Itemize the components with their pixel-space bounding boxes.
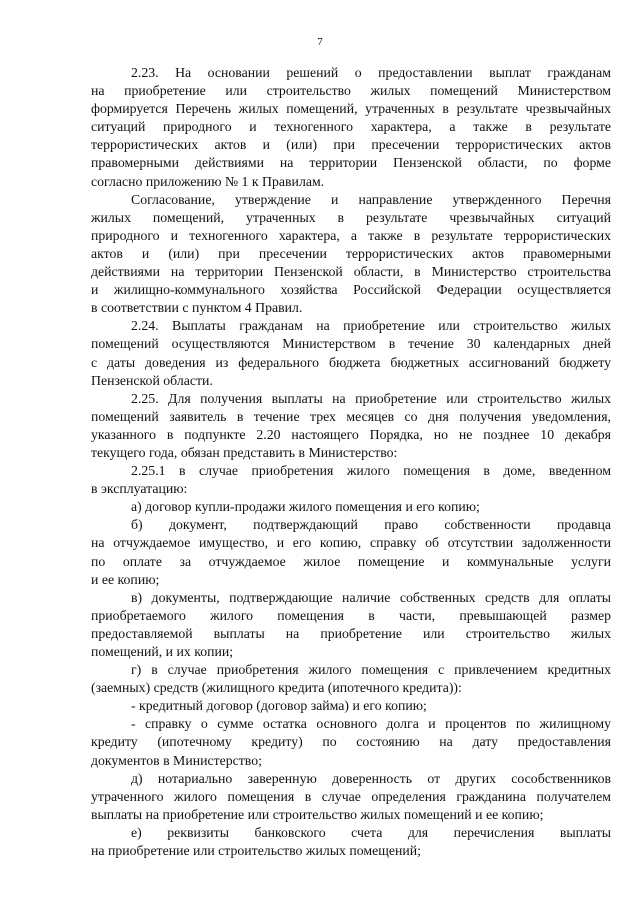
text-line: жилых помещений, утраченных в результате чрезвычайных ситуаций: [91, 209, 611, 225]
text-line: по оплате за отчуждаемое жилое помещение и коммунальные услуги: [91, 553, 611, 569]
page-number: 7: [317, 36, 323, 48]
paragraph-p-2-25: [91, 390, 611, 462]
text-line: 2.24. Выплаты гражданам на приобретение или строительство жилых: [131, 318, 611, 334]
text-line: актов и (или) при пресечении террористических актов правомерными: [91, 245, 611, 261]
paragraph-p-2-23: [91, 64, 611, 191]
text-line: с даты доведения из федерального бюджета бюджетных ассигнований бюджету: [91, 354, 611, 370]
paragraph-p-a: [91, 498, 611, 516]
text-line: е) реквизиты банковского счета для перечисления выплаты: [131, 824, 611, 840]
text-line: помещений осуществляются Министерством в течение 30 календарных дней: [91, 336, 611, 352]
text-line: в) документы, подтверждающие наличие собственных средств для оплаты: [131, 589, 611, 605]
text-line: кредиту (ипотечному кредиту) по состоянию на дату предоставления: [91, 734, 611, 750]
text-line: текущего года, обязан представить в Министерство:: [91, 444, 398, 460]
paragraph-p-v: [91, 589, 611, 661]
text-line: природного и техногенного характера, а также в результате террористических: [91, 227, 611, 243]
text-line: - кредитный договор (договор займа) и его копию;: [131, 698, 427, 714]
text-line: г) в случае приобретения жилого помещения с привлечением кредитных: [131, 662, 611, 678]
text-line: (заемных) средств (жилищного кредита (ипотечного кредита)):: [91, 680, 462, 696]
text-line: и ее копию;: [91, 571, 160, 587]
text-line: б) документ, подтверждающий право собственности продавца: [131, 517, 611, 533]
text-line: 2.25. Для получения выплаты на приобретение или строительство жилых: [131, 390, 611, 406]
text-line: Согласование, утверждение и направление утвержденного Перечня: [131, 191, 611, 207]
text-line: действиями на территории Пензенской области, в Министерство строительства: [91, 264, 611, 280]
text-line: Пензенской области.: [91, 372, 213, 388]
paragraph-p-2-25-1: [91, 462, 611, 498]
text-line: помещений, и их копии;: [91, 644, 234, 659]
text-line: а) договор купли-продажи жилого помещения и его копию;: [131, 499, 480, 515]
text-line: в соответствии с пунктом 4 Правил.: [91, 300, 303, 316]
text-line: и жилищно-коммунального хозяйства Российской Федерации осуществляется: [91, 282, 611, 298]
text-line: согласно приложению № 1 к Правилам.: [91, 173, 325, 189]
text-line: ситуаций природного и техногенного характера, а также в результате: [91, 119, 611, 135]
text-line: д) нотариально заверенную доверенность от других сособственников: [131, 770, 611, 786]
text-line: на приобретение или строительство жилых помещений;: [91, 843, 421, 859]
text-line: на отчуждаемое имущество, и его копию, справку об отсутствии задолженности: [91, 535, 611, 551]
text-line: правомерными действиями на территории Пензенской области, по форме: [91, 155, 611, 171]
paragraph-p-soglasovanie: [91, 191, 611, 318]
paragraph-p-d: [91, 770, 611, 824]
text-line: 2.23. На основании решений о предоставлении выплат гражданам: [131, 65, 611, 80]
text-line: террористических актов и (или) при пресечении террористических актов: [91, 137, 611, 153]
text-line: документов в Министерство;: [91, 752, 262, 768]
paragraph-p-g-2: [91, 715, 611, 769]
text-line: формируется Перечень жилых помещений, утраченных в результате чрезвычайных: [91, 101, 611, 117]
paragraph-p-g-1: [91, 697, 611, 715]
paragraph-p-e: [91, 824, 611, 860]
text-line: в эксплуатацию:: [91, 481, 188, 497]
text-line: утраченного жилого помещения в случае определения гражданина получателем: [91, 788, 611, 804]
text-line: указанного в подпункте 2.20 настоящего Порядка, но не позднее 10 декабря: [91, 426, 611, 442]
text-line: 2.25.1 в случае приобретения жилого помещения в доме, введенном: [131, 463, 611, 479]
text-line: предоставляемой выплаты на приобретение или строительство жилых: [91, 625, 611, 641]
document-body: [91, 64, 611, 860]
paragraph-p-2-24: [91, 317, 611, 389]
text-line: - справку о сумме остатка основного долга и процентов по жилищному: [131, 716, 611, 732]
paragraph-p-g: [91, 661, 611, 697]
text-line: на приобретение или строительство жилых помещений Министерством: [91, 83, 611, 99]
text-line: приобретаемого жилого помещения в части, превышающей размер: [91, 607, 611, 623]
paragraph-p-b: [91, 516, 611, 588]
text-line: помещений заявитель в течение трех месяцев со дня получения уведомления,: [91, 408, 611, 424]
text-line: выплаты на приобретение или строительство жилых помещений и ее копию;: [91, 806, 544, 822]
